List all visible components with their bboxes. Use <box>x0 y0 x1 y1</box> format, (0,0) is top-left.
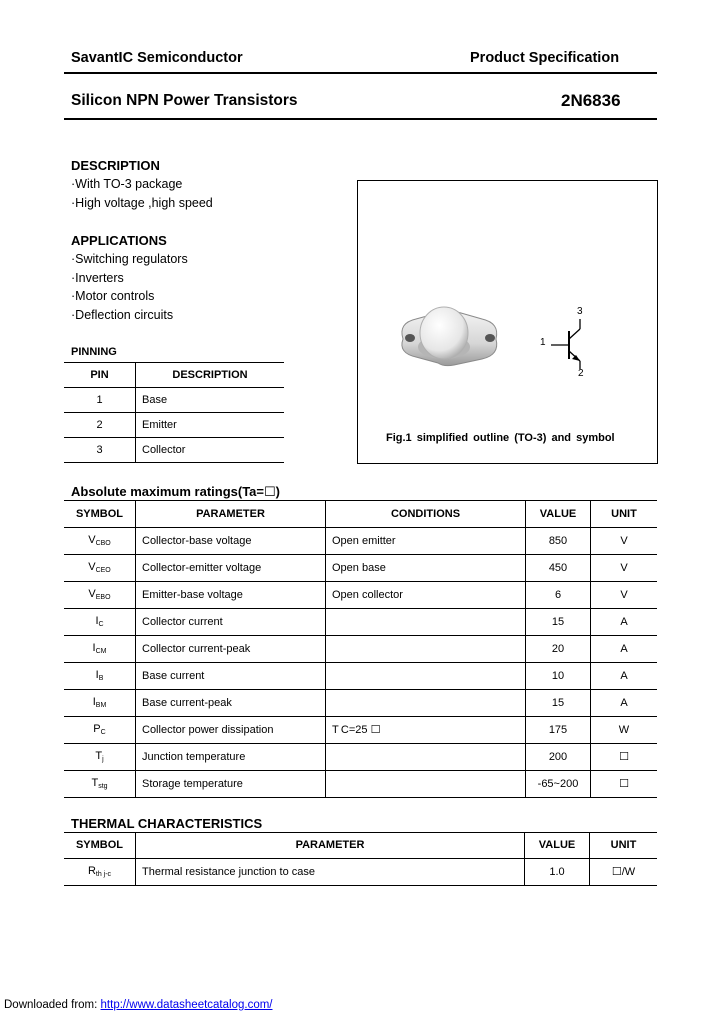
symbol-subscript: CEO <box>95 567 111 574</box>
description-item: ·With TO-3 package <box>71 177 183 191</box>
unit-cell: ☐/W <box>590 858 658 885</box>
symbol-subscript: EBO <box>95 594 111 601</box>
symbol-letter: R <box>87 865 96 877</box>
unit-cell: W <box>591 716 658 743</box>
npn-symbol <box>358 181 657 463</box>
pin-col-header: PIN <box>64 363 136 387</box>
pin-description: Base <box>136 387 285 412</box>
pinning-heading: PINNING <box>71 346 117 358</box>
table-row <box>64 437 284 462</box>
symbol-subscript: j <box>102 756 104 763</box>
symbol-cell <box>64 770 136 797</box>
symbol-col-header: SYMBOL <box>64 501 136 527</box>
parameter-cell: Collector-emitter voltage <box>136 554 326 581</box>
unit-cell: ☐ <box>591 743 658 770</box>
symbol-letter: I <box>95 615 99 627</box>
table-row <box>64 581 657 608</box>
doc-type: Product Specification <box>470 50 620 66</box>
value-cell: 175 <box>526 716 591 743</box>
parameter-col-header: PARAMETER <box>136 833 525 858</box>
conditions-cell: Open base <box>326 554 526 581</box>
symbol-cell <box>64 858 136 885</box>
symbol-letter: I <box>92 642 96 654</box>
symbol-letter: T <box>91 777 99 789</box>
symbol-pin-1: 1 <box>540 337 546 348</box>
symbol-cell <box>64 689 136 716</box>
symbol-subscript: B <box>98 675 104 682</box>
symbol-letter: I <box>92 696 96 708</box>
table-row <box>64 662 657 689</box>
value-cell: -65~200 <box>526 770 591 797</box>
parameter-col-header: PARAMETER <box>136 501 326 527</box>
ratings-table <box>64 501 657 798</box>
value-cell: 450 <box>526 554 591 581</box>
symbol-letter: V <box>88 561 96 573</box>
symbol-cell <box>64 716 136 743</box>
value-cell: 200 <box>526 743 591 770</box>
conditions-cell: Open emitter <box>326 527 526 554</box>
symbol-subscript: CM <box>95 648 107 655</box>
unit-col-header: UNIT <box>590 833 658 858</box>
unit-cell: V <box>591 527 658 554</box>
conditions-cell: Open collector <box>326 581 526 608</box>
unit-cell: V <box>591 554 658 581</box>
unit-cell: A <box>591 635 658 662</box>
product-line: Silicon NPN Power Transistors <box>71 92 298 109</box>
symbol-letter: I <box>95 669 99 681</box>
symbol-letter: V <box>88 588 96 600</box>
unit-cell: ☐ <box>591 770 658 797</box>
footer-link[interactable]: http://www.datasheetcatalog.com/ <box>100 999 273 1011</box>
symbol-subscript: stg <box>98 783 108 790</box>
parameter-cell: Junction temperature <box>136 743 326 770</box>
applications-item: ·Switching regulators <box>71 252 188 266</box>
table-row <box>64 689 657 716</box>
parameter-cell: Collector-base voltage <box>136 527 326 554</box>
value-cell: 10 <box>526 662 591 689</box>
description-heading: DESCRIPTION <box>71 158 160 173</box>
thermal-table <box>64 833 657 886</box>
symbol-cell <box>64 635 136 662</box>
table-row <box>64 554 657 581</box>
parameter-cell: Storage temperature <box>136 770 326 797</box>
unit-col-header: UNIT <box>591 501 658 527</box>
symbol-pin-3: 3 <box>577 306 583 317</box>
symbol-subscript: BM <box>95 702 107 709</box>
value-cell: 20 <box>526 635 591 662</box>
applications-item: ·Inverters <box>71 271 124 285</box>
conditions-cell <box>326 662 526 689</box>
unit-cell: A <box>591 689 658 716</box>
table-row <box>64 716 657 743</box>
symbol-col-header: SYMBOL <box>64 833 136 858</box>
description-col-header: DESCRIPTION <box>136 363 285 387</box>
table-row <box>64 608 657 635</box>
header-rule-bottom <box>64 118 657 120</box>
table-row <box>64 635 657 662</box>
figure-box <box>357 180 658 464</box>
ratings-heading: Absolute maximum ratings(Ta=☐) <box>71 484 280 499</box>
unit-cell: A <box>591 662 658 689</box>
pinning-table <box>64 363 284 463</box>
company-name: SavantIC Semiconductor <box>71 50 243 66</box>
symbol-subscript: th j-c <box>95 871 112 878</box>
conditions-cell <box>326 770 526 797</box>
symbol-subscript: CBO <box>95 540 111 547</box>
parameter-cell: Base current <box>136 662 326 689</box>
pin-number: 3 <box>64 437 136 462</box>
parameter-cell: Emitter-base voltage <box>136 581 326 608</box>
conditions-cell <box>326 743 526 770</box>
symbol-letter: P <box>93 723 101 735</box>
footer <box>4 999 273 1011</box>
thermal-heading: THERMAL CHARACTERISTICS <box>71 816 263 831</box>
value-cell: 15 <box>526 689 591 716</box>
value-cell: 850 <box>526 527 591 554</box>
footer-label: Downloaded from: <box>4 999 98 1011</box>
conditions-cell <box>326 635 526 662</box>
table-row <box>64 412 284 437</box>
symbol-pin-2: 2 <box>578 368 584 379</box>
symbol-cell <box>64 662 136 689</box>
value-col-header: VALUE <box>526 501 591 527</box>
pin-description: Collector <box>136 437 285 462</box>
symbol-cell <box>64 527 136 554</box>
symbol-cell <box>64 581 136 608</box>
parameter-cell: Collector current-peak <box>136 635 326 662</box>
table-row <box>64 858 657 885</box>
table-row <box>64 387 284 412</box>
conditions-col-header: CONDITIONS <box>326 501 526 527</box>
table-row <box>64 743 657 770</box>
unit-cell: V <box>591 581 658 608</box>
symbol-subscript: C <box>98 621 104 628</box>
value-col-header: VALUE <box>525 833 590 858</box>
header-rule-top <box>64 72 657 74</box>
parameter-cell: Base current-peak <box>136 689 326 716</box>
pin-number: 1 <box>64 387 136 412</box>
conditions-cell: T C=25 ☐ <box>326 716 526 743</box>
applications-item: ·Motor controls <box>71 289 155 303</box>
symbol-cell <box>64 554 136 581</box>
applications-heading: APPLICATIONS <box>71 233 167 248</box>
parameter-cell: Collector current <box>136 608 326 635</box>
table-row <box>64 527 657 554</box>
symbol-cell <box>64 608 136 635</box>
pin-description: Emitter <box>136 412 285 437</box>
pin-number: 2 <box>64 412 136 437</box>
symbol-letter: V <box>88 534 96 546</box>
unit-cell: A <box>591 608 658 635</box>
conditions-cell <box>326 608 526 635</box>
value-cell: 1.0 <box>525 858 590 885</box>
symbol-letter: T <box>95 750 103 762</box>
symbol-cell <box>64 743 136 770</box>
symbol-subscript: C <box>100 729 106 736</box>
description-item: ·High voltage ,high speed <box>71 196 213 210</box>
table-row <box>64 770 657 797</box>
conditions-cell <box>326 689 526 716</box>
part-number: 2N6836 <box>561 91 621 110</box>
parameter-cell: Thermal resistance junction to case <box>136 858 525 885</box>
figure-caption: Fig.1 simplified outline (TO-3) and symbol <box>386 432 615 444</box>
parameter-cell: Collector power dissipation <box>136 716 326 743</box>
value-cell: 15 <box>526 608 591 635</box>
applications-item: ·Deflection circuits <box>71 308 174 322</box>
value-cell: 6 <box>526 581 591 608</box>
